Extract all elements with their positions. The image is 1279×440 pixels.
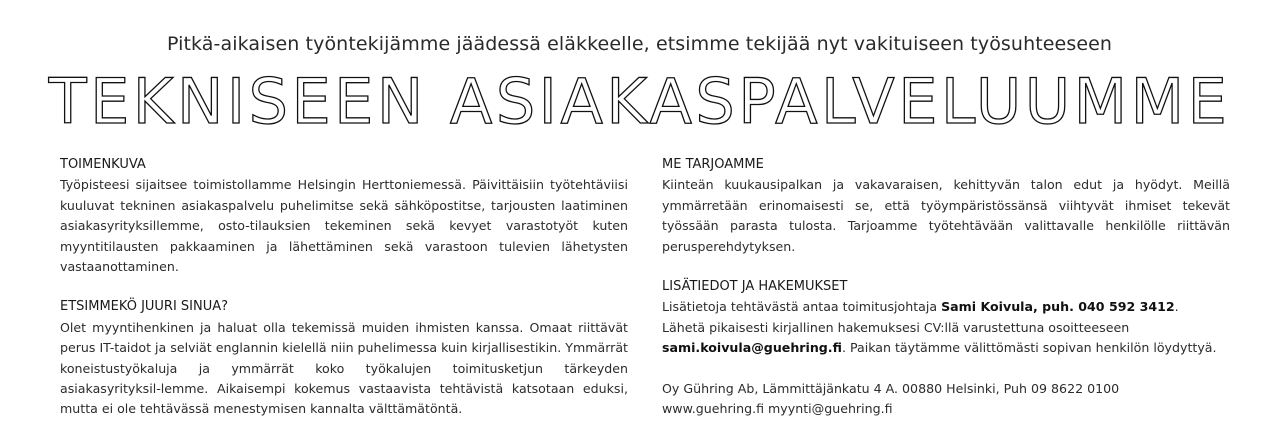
we-offer-text: Kiinteän kuukausipalkan ja vakavaraisen, kehittyvän talon edut ja hyödyt. Meillä ymmärretään erinomaisesti se, että työympäristössänsä viihtyvät ihmiset tekevät työssään parasta tulosta. Tarjoamme työtehtävään valittavalle henkilölle riittävän perusperehdytyksen. [662, 177, 1230, 254]
section-heading-candidate-profile: ETSIMMEKÖ JUURI SINUA? [60, 299, 229, 315]
right-column [662, 155, 1230, 419]
section-job-description [60, 155, 628, 277]
candidate-profile-text: Olet myyntihenkinen ja haluat olla tekemissä muiden ihmisten kanssa. Omaat riittävät perus IT-taidot ja selviät englannin kielellä niin puhelimessa kuin kirjallisestikin. Ymmärrät koneistustyökaluja ja ymmärrät koko työkalujen toimitusketjun tärkeyden asiakasyrityksil-lemme. Aikaisempi kokemus vastaavista tehtävistä katsotaan eduksi, mutta ei ole tehtävässä menestymisen kannalta välttämätöntä. [60, 319, 628, 417]
left-column [60, 155, 628, 440]
application-email-suffix: . Paikan täytämme välittömästi sopivan henkilön löydyttyä. [841, 340, 1217, 356]
ad-headline: TEKNISEEN ASIAKASPALVELUUMME [48, 65, 1231, 138]
section-heading-job-description: TOIMENKUVA [60, 157, 146, 172]
section-applications [662, 277, 1230, 359]
ad-subtitle: Pitkä-aikaisen työntekijämme jäädessä eläkkeelle, etsimme tekijää nyt vakituiseen työsuhteeseen [166, 33, 1113, 55]
contact-info-line [662, 297, 1230, 317]
section-heading-applications: LISÄTIEDOT JA HAKEMUKSET [662, 279, 848, 295]
contact-suffix: . [1174, 299, 1179, 315]
application-email-line [662, 338, 1230, 358]
application-instruction: Lähetä pikaisesti kirjallinen hakemuksesi CV:llä varustettuna osoitteeseen [662, 319, 1130, 335]
section-we-offer [662, 155, 1230, 257]
company-web-links[interactable]: www.guehring.fi myynti@guehring.fi [662, 401, 893, 417]
contact-prefix: Lisätietoja tehtävästä antaa toimitusjohtaja [662, 299, 942, 315]
section-heading-we-offer: ME TARJOAMME [662, 157, 764, 172]
company-address: Oy Gühring Ab, Lämmittäjänkatu 4 A. 00880 Helsinki, Puh 09 8622 0100 [662, 380, 1120, 396]
section-candidate-profile [60, 297, 628, 419]
application-email-link[interactable]: sami.koivula@guehring.fi [662, 340, 842, 356]
contact-person: Sami Koivula, puh. 040 592 3412 [941, 299, 1175, 315]
company-footer [662, 379, 1230, 420]
job-description-text: Työpisteesi sijaitsee toimistollamme Helsingin Herttoniemessä. Päivittäisiin työtehtäviisi kuuluvat tekninen asiakaspalvelu puhelimitse sekä sähköpostitse, tarjousten laatiminen asiakasyrityksillemme, osto-tilauksien tekeminen sekä kevyet varastotyöt kuten myyntitilausten pakkaaminen ja lähettäminen sekä varastoon tulevien lähetysten vastaanottaminen. [60, 177, 628, 275]
